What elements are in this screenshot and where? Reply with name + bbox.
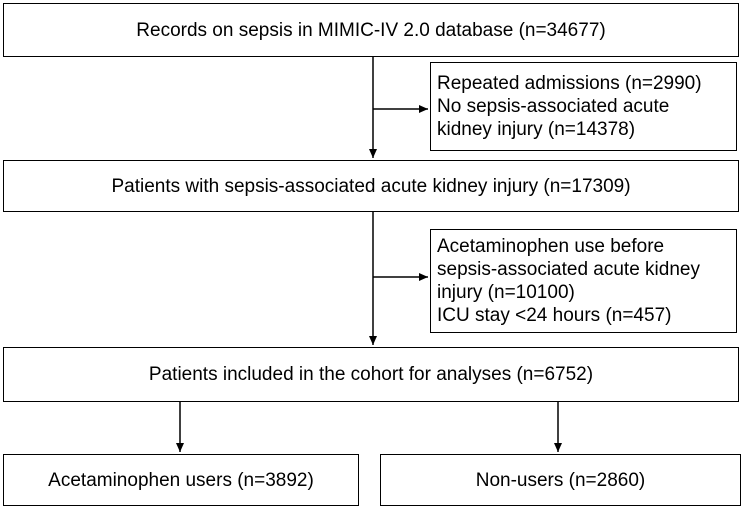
exclusion-2-box [430,229,737,333]
exclusion-2-line-4: ICU stay <24 hours (n=457) [437,305,672,326]
exclusion-2-line-2: sepsis-associated acute kidney [437,259,700,280]
exclusion-1-line-1: Repeated admissions (n=2990) [437,73,702,94]
exclusion-1-line-3: kidney injury (n=14378) [437,119,636,140]
users-box [3,454,359,506]
cohort-box [3,347,739,402]
exclusion-1-box [430,62,737,151]
non-users-box [380,454,741,506]
users-label: Acetaminophen users (n=3892) [48,469,314,491]
exclusion-1-line-2: No sepsis-associated acute [437,96,670,117]
exclusion-2-line-1: Acetaminophen use before [437,236,665,257]
non-users-label: Non-users (n=2860) [475,469,646,491]
records-label: Records on sepsis in MIMIC-IV 2.0 database (n=34677) [136,19,606,41]
records-box [3,3,739,57]
sa-aki-box [3,160,739,212]
exclusion-2-line-3: injury (n=10100) [437,282,575,303]
sa-aki-label: Patients with sepsis-associated acute kidney injury (n=17309) [111,175,631,197]
cohort-label: Patients included in the cohort for analyses (n=6752) [148,364,594,385]
